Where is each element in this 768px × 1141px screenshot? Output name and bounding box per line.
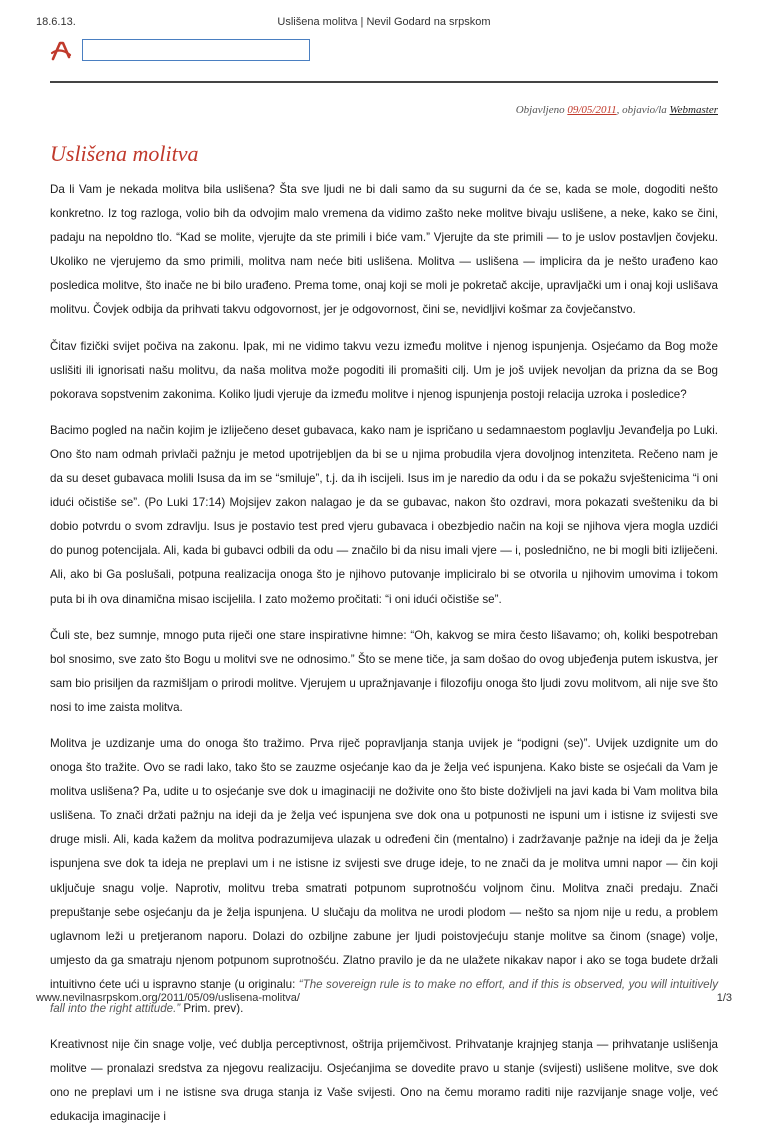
print-header	[0, 16, 768, 32]
print-url: www.nevilnasrpskom.org/2011/05/09/uslisena-molitva/	[36, 992, 300, 1004]
paragraph-5-text: Molitva je uzdizanje uma do onoga što tražimo. Prva riječ popravljanja stanja uvijek je “podigni (se)”. Uvijek uzdignite um do onoga što tražite. Ovo se radi lako, tako što se zauzme osjećanje kao da je želja već ispunjena. Kako biste se osjećali da Vam je molitva uslišena? Pa, udite u to osjećanje sve dok u imaginaciji ne doživite ono što biste doživljeli na javi kada bi Vam molitva bila uslišena. To znači držati pažnju na ideji da je želja već ispunjena sve dok ona u potpunosti ne ispuni um i istisne iz svijesti sve druge misli. Ali, kada kažem da molitva podrazumijeva ulazak u određeni čin (mentalno) i zadržavanje pažnje na ideji da je želja ispunjena sve dok ta ideja ne preplavi um i ne istisne iz svijesti sve druge ideje, to ne znači da je molitva umni napor — čin koji uključuje snagu volje. Naprotiv, molitvu treba smatrati potpunom suprotnošću voljnom činu. Molitva znači predaju. Znači prepuštanje sebe osjećanju da je želja ispunjena. U slučaju da molitva ne urodi plodom — nešto sa njom nije u redu, a problem uglavnom leži u pretjeranom naporu. Dolazi do ozbiljne zabune jer ljudi poistovjećuju stanje molitve sa činom (snage) volje, umjesto da ga smatraju njenom potpunom suprotnošću. Zlatno pravilo je da ne ulažete nikakav napor i ako se toga budete držali intuitivno ćete ući u ispravno stanje (u originalu:	[50, 736, 718, 991]
published-prefix: Objavljeno	[515, 104, 568, 116]
paragraph-4: Čuli ste, bez sumnje, mnogo puta riječi one stare inspirativne himne: “Oh, kakvog se mira često lišavamo; oh, koliki bespotreban bol snosimo, sve zato što Bogu u molitvi sve ne odnosimo.” Što se mene tiče, ja sam došao do ovog ubjeđenja putem iskustva, jer sam bio prisiljen da razmišljam o prirodi molitve. Vjerujem u upražnjavanje i filozofiju onoga što ljudi zovu molitvom, ali nije sve što nosi to ime zaista molitva.	[50, 628, 718, 714]
paragraph-5	[50, 732, 718, 1021]
print-footer	[0, 992, 768, 1008]
red-stylized-a-logo-icon[interactable]	[50, 40, 72, 62]
article-title: Uslišena molitva	[50, 141, 199, 166]
author-prefix: , objavio/la	[616, 104, 670, 116]
post-date-link[interactable]: 09/05/2011	[567, 104, 617, 116]
paragraph-3: Bacimo pogled na način kojim je izliječeno deset gubavaca, kako nam je ispričano u sedamnaestom poglavlju Jevanđelja po Luki. Ono što nam odmah privlači pažnju je metod upotrijebljen da bi se u njima probudila vjera dovoljnog intenziteta. Rečeno nam je da su deset gubavaca molili Isusa da im se “smiluje”, t.j. da ih iscijeli. Isus im je naredio da odu i da se pokažu svještenicima “i oni idući očistiše se”. (Po Luki 17:14) Mojsijev zakon nalagao je da se gubavac, nakon što ozdravi, mora pokazati svešteniku da bi dobio potvrdu o svom zdravlju. Isus je postavio test pred vjeru gubavaca i obezbjedio način na koji se njihova vjera mogla uzdići do punog potencijala. Ali, kada bi gubavci odbili da odu — značilo bi da nisu imali vjere — i, poslednično, ne bi mogli biti izliječeni. Ali, ako bi Ga poslušali, potpuna realizacija onoga što je njihovo putovanje impliciralo bi se otvorila u njihovim umovima i tokom puta bi ih ova dinamična misao iscijelila. I zato možemo pročitati: “i oni idući očistiše se”.	[50, 423, 718, 606]
header-divider	[50, 81, 718, 83]
post-meta	[516, 104, 718, 116]
paragraph-6: Kreativnost nije čin snage volje, već dublja perceptivnost, oštrija prijemčivost. Prihvatanje krajnjeg stanja — prihvatanje uslišenja molitve — pronalazi sredstva za njegovu realizaciju. Osjećanjima se dovedite pravo u stanje (svijesti) uslišene molitve, sve dok ono ne preplavi um i ne istisne sva druga stanja iz Vaše svijesti. Ono na čemu moramo raditi nije razvijanje snage volje, već edukacija imaginacije i	[50, 1038, 718, 1124]
paragraph-2: Čitav fizički svijet počiva na zakonu. Ipak, mi ne vidimo takvu vezu između molitve i njenog ispunjenja. Osjećamo da Bog može uslišiti ili ignorisati našu molitvu, da naša molitva može pogoditi ili promašiti cilj. Um je još uvijek nevoljan da prizna da se Bog pokorava sopstvenim zakonima. Koliko ljudi vjeruje da između molitve i njenog ispunjenja postoji relacija uzroka i posledice?	[50, 339, 718, 401]
english-quote: “The sovereign rule is to make no effort, and if this is observed, you will intuitively fall into the right attitude.”	[50, 977, 718, 1015]
print-date: 18.6.13.	[36, 16, 76, 28]
print-page-number: 1/3	[716, 992, 732, 1004]
print-page-title: Uslišena molitva | Nevil Godard na srpskom	[277, 16, 491, 28]
author-link[interactable]: Webmaster	[669, 104, 718, 116]
paragraph-5-end: Prim. prev).	[180, 1002, 244, 1015]
paragraph-1: Da li Vam je nekada molitva bila uslišena? Šta sve ljudi ne bi dali samo da su sugurni da će se, kada se mole, dogoditi nešto konkretno. Iz tog razloga, volio bih da odvojim malo vremena da vidimo zašto neke molitve bivaju uslišene, a neke, kako se čini, padaju na nepoldno tlo. “Kad se molite, vjerujte da ste primili i biće vam.” Vjerujte da ste primili — to je uslov postavljen čovjeku. Ukoliko ne vjerujemo da smo primili, molitva nam neće biti uslišena. Molitva — uslišena — implicira da je nešto urađeno kao posledica molitve, što inače ne bi bilo urađeno. Prema tome, onaj koji se moli je pokretač akcije, upravljački um i onaj koji uslišava molitvu. Čovjek odbija da prihvati takvu odgovornost, jer je odgovornost, čini se, nevidljivi košmar za čovječanstvo.	[50, 183, 718, 317]
search-input[interactable]	[82, 39, 310, 61]
